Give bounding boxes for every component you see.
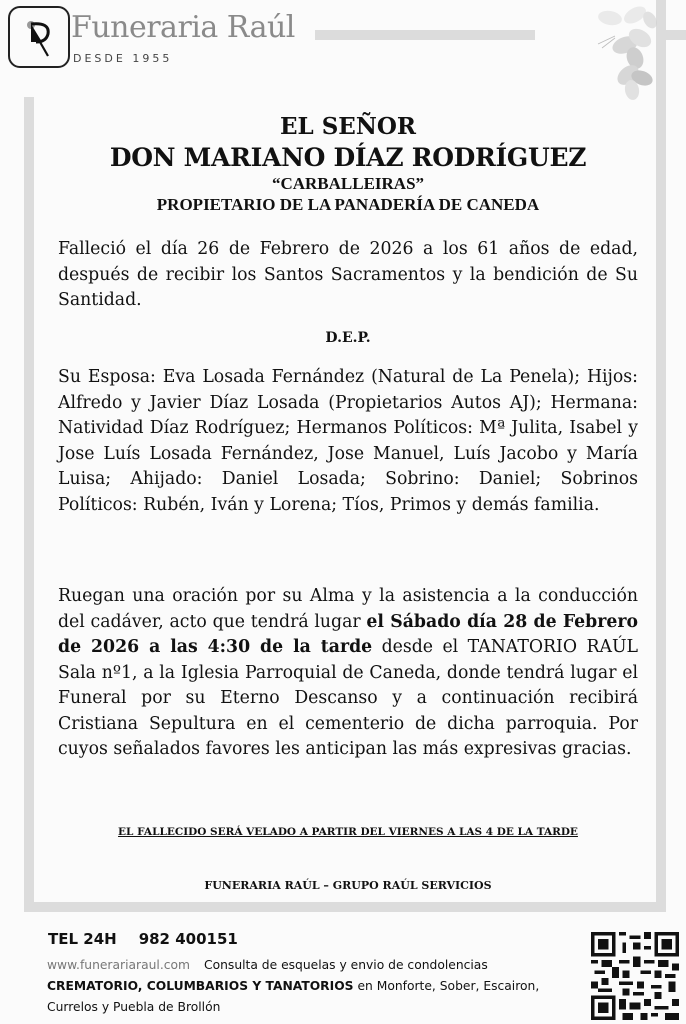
obituary-header bbox=[58, 112, 638, 216]
ceremony-intro: Ruegan una oración por su Alma y la asistencia a la conducción del cadáver, acto que tendrá lugar bbox=[58, 586, 638, 632]
funeral-home-group: FUNERARIA RAÚL – GRUPO RAÚL SERVICIOS bbox=[204, 879, 492, 892]
ceremony-date: el Sábado día 28 de Febrero de 2026 a las 4:30 de la tarde bbox=[58, 611, 638, 657]
qr-code-icon[interactable] bbox=[590, 932, 680, 1020]
vigil-notice: EL FALLECIDO SERÁ VELADO A PARTIR DEL VIERNES A LAS 4 DE LA TARDE bbox=[118, 826, 578, 838]
footer-text-2: en Monforte, Sober, Escairon, Currelos y Puebla de Brollón bbox=[47, 979, 540, 1014]
frame-bottom-border bbox=[24, 902, 666, 912]
tel-number[interactable]: 982 400151 bbox=[138, 930, 238, 948]
footer-services: CREMATORIO, COLUMBARIOS Y TANATORIOS bbox=[47, 979, 354, 993]
ceremony-paragraph bbox=[58, 584, 638, 763]
deceased-nickname: “CARBALLEIRAS” bbox=[271, 174, 425, 193]
frame-right-border bbox=[656, 0, 666, 912]
footer-text-1: Consulta de esquelas y envio de condolencias bbox=[204, 958, 488, 972]
frame-top-border bbox=[315, 30, 535, 40]
deceased-profession: PROPIETARIO DE LA PANADERÍA DE CANEDA bbox=[156, 195, 540, 214]
brand-since: DESDE 1955 bbox=[73, 52, 173, 65]
family-paragraph: Su Esposa: Eva Losada Fernández (Natural de La Penela); Hijos: Alfredo y Javier Díaz Losada (Propietarios Autos AJ); Hermana: Natividad Díaz Rodríguez; Hermanos Políticos: Mª Julita, Isabel y Jose Luís Losada Fernández, Jose Manuel, Luís Jacobo y María Luisa; Ahijado: Daniel Losada; Sobrino: Daniel; Sobrinos Políticos: Rubén, Iván y Lorena; Tíos, Primos y demás familia. bbox=[58, 367, 638, 515]
dep-label: D.E.P. bbox=[325, 330, 371, 346]
frame-top-border-right bbox=[666, 30, 686, 40]
footer-info bbox=[47, 955, 547, 1018]
plumeria-flowers-icon bbox=[540, 0, 660, 100]
tel-label: TEL 24H bbox=[48, 930, 117, 948]
ceremony-details: desde el TANATORIO RAÚL Sala nº1, a la Iglesia Parroquial de Caneda, donde tendrá lugar el Funeral por su Eterno Descanso y a continuación recibirá Cristiana Sepultura en el cementerio de dicha parroquia. Por cuyos señalados favores les anticipan las más expresivas gracias. bbox=[58, 637, 638, 759]
frame-left-border bbox=[24, 97, 34, 910]
death-notice-paragraph: Falleció el día 26 de Febrero de 2026 a los 61 años de edad, después de recibir los Santos Sacramentos y la bendición de Su Santidad. bbox=[58, 239, 638, 310]
honorific-title: EL SEÑOR bbox=[279, 113, 417, 140]
deceased-name: DON MARIANO DÍAZ RODRÍGUEZ bbox=[109, 143, 587, 172]
r-monogram-icon bbox=[8, 6, 70, 68]
website-link[interactable]: www.funerariaraul.com bbox=[47, 958, 191, 972]
phone-line bbox=[48, 930, 238, 948]
brand-name: Funeraria Raúl bbox=[71, 10, 295, 45]
